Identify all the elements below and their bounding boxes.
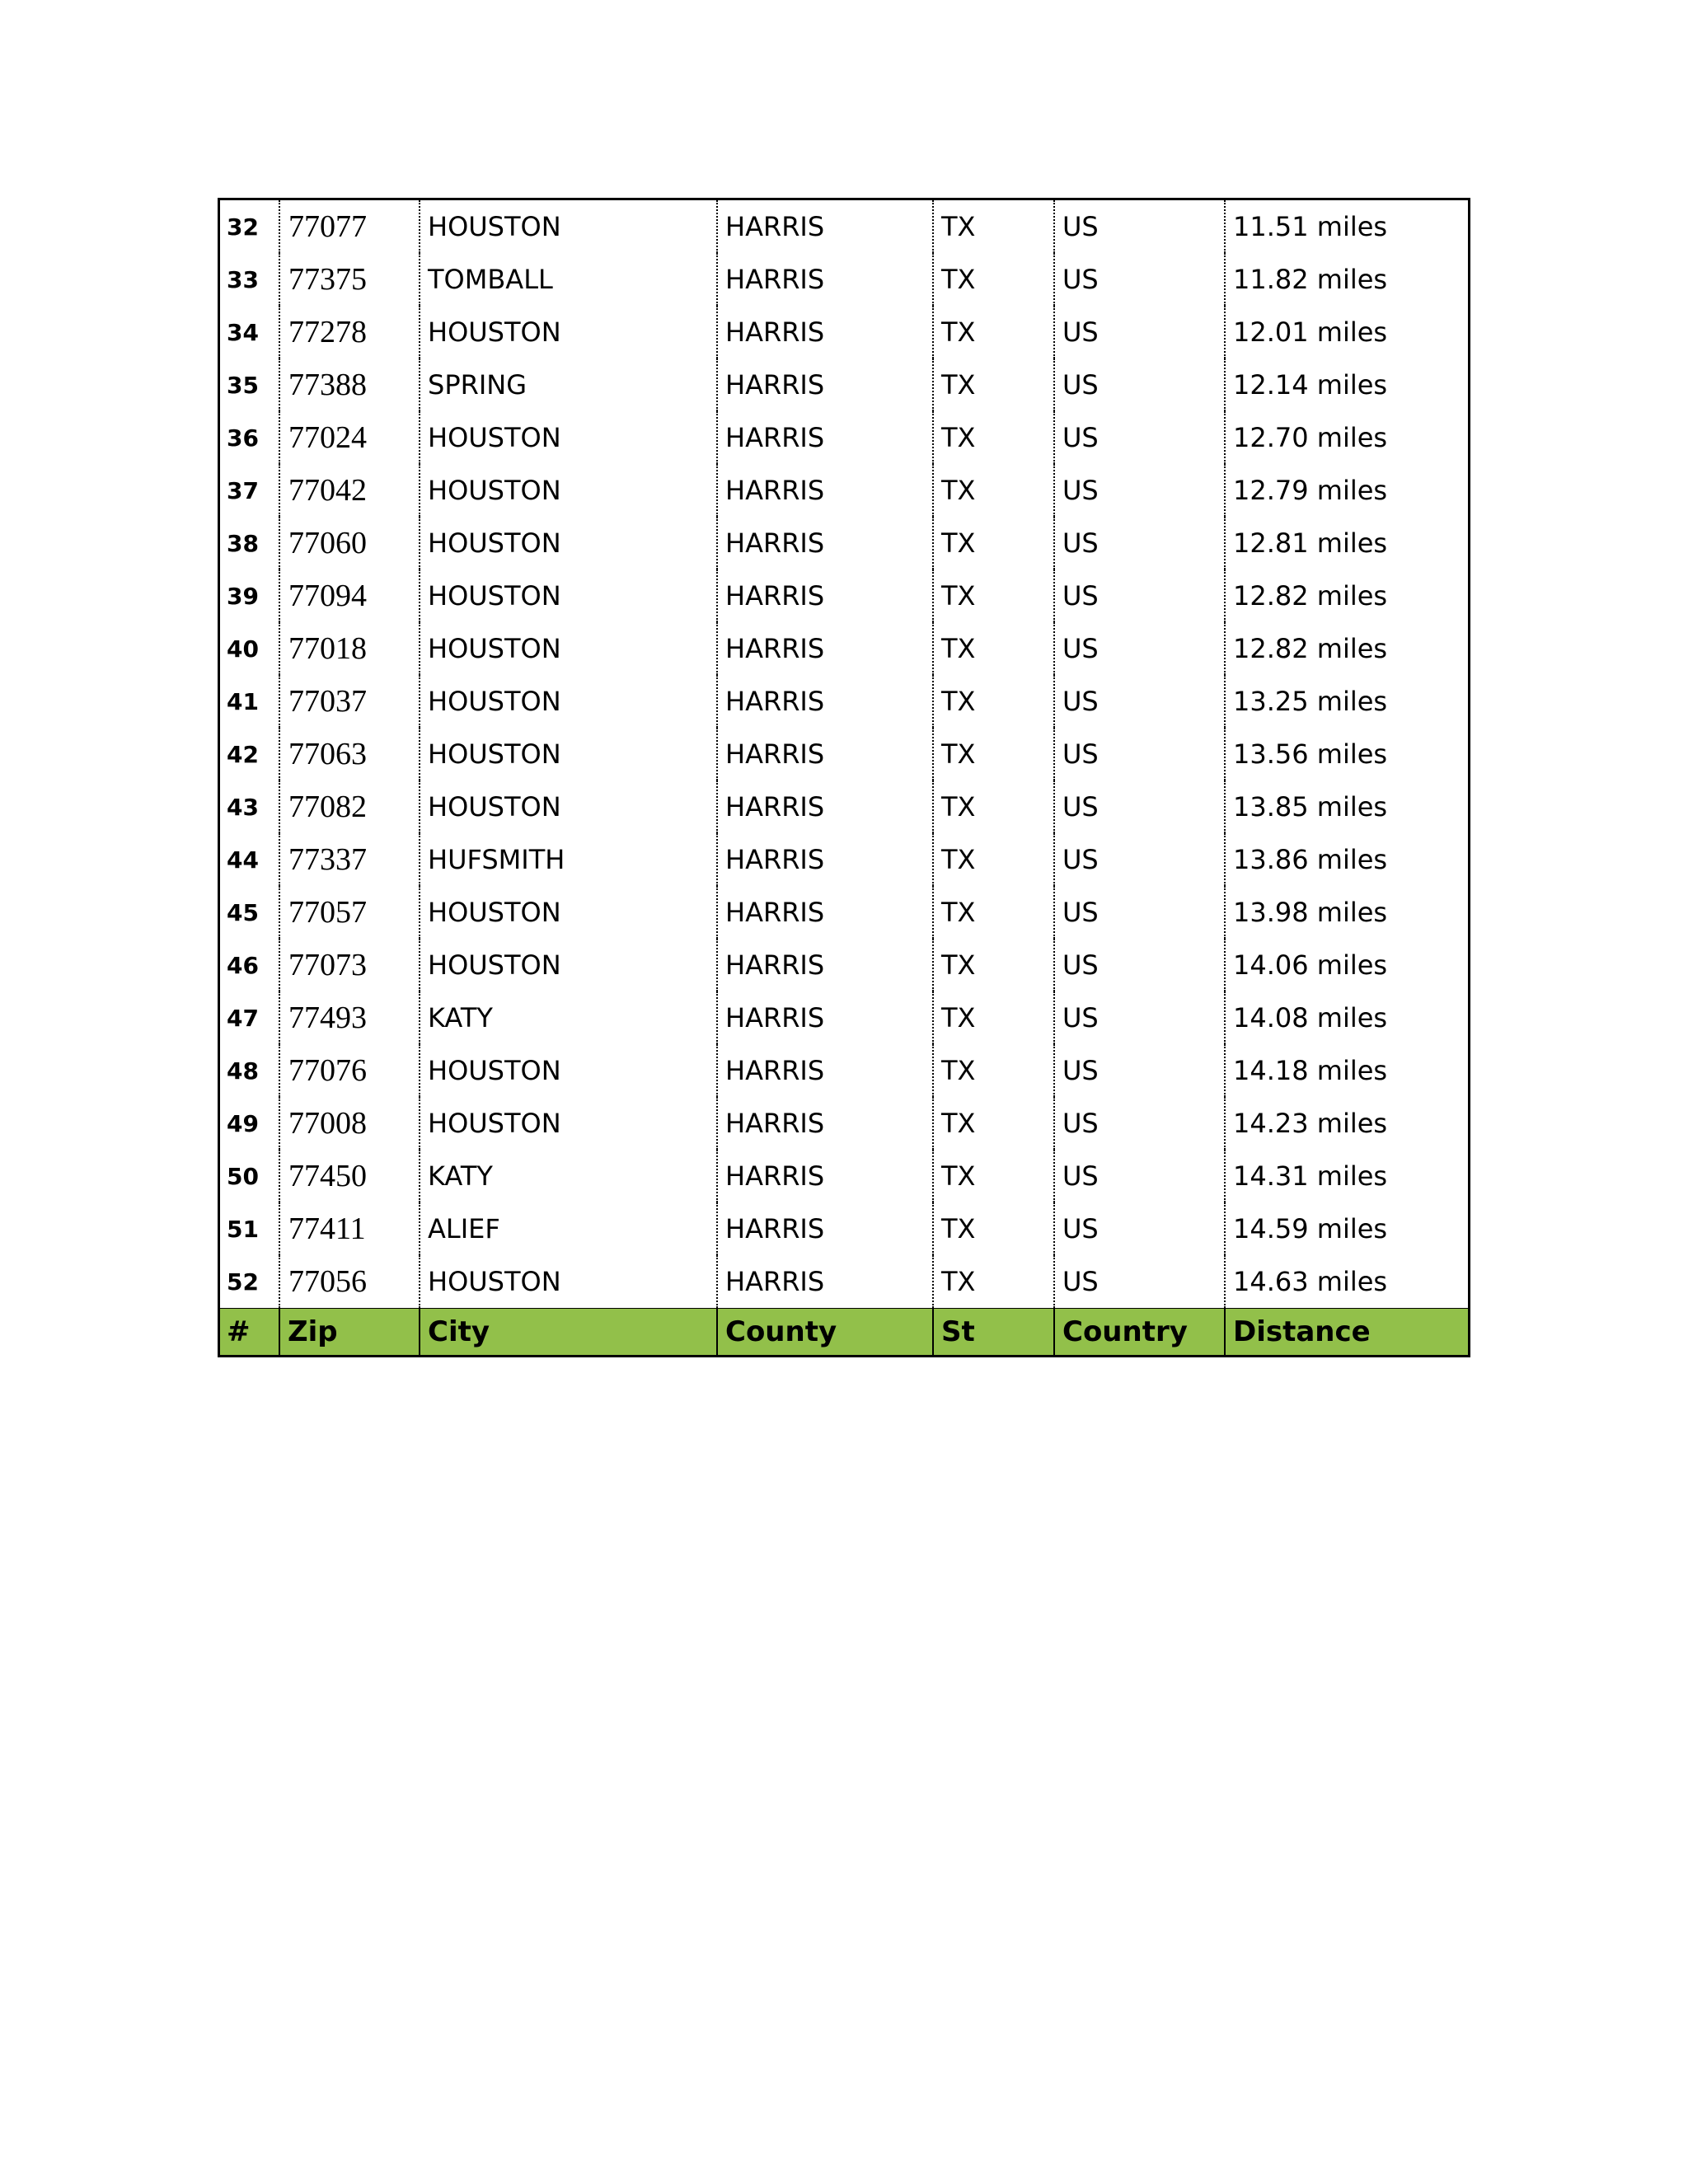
zip-cell: 77056 — [279, 1255, 420, 1309]
country-cell: US — [1054, 1044, 1225, 1097]
city-cell: TOMBALL — [420, 253, 717, 306]
state-cell: TX — [933, 1202, 1054, 1255]
zip-cell: 77094 — [279, 569, 420, 622]
city-cell: HOUSTON — [420, 200, 717, 253]
state-cell: TX — [933, 780, 1054, 833]
city-cell: HOUSTON — [420, 569, 717, 622]
city-cell: KATY — [420, 991, 717, 1044]
row-number: 36 — [227, 424, 259, 452]
county-cell: HARRIS — [717, 569, 933, 622]
county-cell: HARRIS — [717, 464, 933, 517]
city-cell: HUFSMITH — [420, 833, 717, 886]
header-county: County — [717, 1309, 933, 1356]
zip-cell: 77042 — [279, 464, 420, 517]
state-cell: TX — [933, 622, 1054, 675]
country-cell: US — [1054, 1150, 1225, 1202]
country-cell: US — [1054, 728, 1225, 780]
zip-cell: 77077 — [279, 200, 420, 253]
city-cell: HOUSTON — [420, 939, 717, 991]
city-cell: HOUSTON — [420, 675, 717, 728]
country-cell: US — [1054, 1255, 1225, 1309]
table-row — [220, 991, 1468, 1044]
county-cell: HARRIS — [717, 359, 933, 411]
zip-cell: 77008 — [279, 1097, 420, 1150]
distance-cell: 12.82 miles — [1225, 569, 1468, 622]
distance-cell: 11.82 miles — [1225, 253, 1468, 306]
distance-cell: 14.06 miles — [1225, 939, 1468, 991]
distance-cell: 13.25 miles — [1225, 675, 1468, 728]
county-cell: HARRIS — [717, 1202, 933, 1255]
table-row — [220, 1150, 1468, 1202]
row-number: 34 — [227, 318, 259, 346]
distance-cell: 12.70 miles — [1225, 411, 1468, 464]
row-number: 52 — [227, 1268, 259, 1296]
county-cell: HARRIS — [717, 991, 933, 1044]
county-cell: HARRIS — [717, 1097, 933, 1150]
distance-cell: 14.63 miles — [1225, 1255, 1468, 1309]
distance-cell: 14.08 miles — [1225, 991, 1468, 1044]
distance-cell: 11.51 miles — [1225, 200, 1468, 253]
header-city: City — [420, 1309, 717, 1356]
country-cell: US — [1054, 411, 1225, 464]
distance-cell: 14.18 miles — [1225, 1044, 1468, 1097]
county-cell: HARRIS — [717, 306, 933, 359]
row-number: 47 — [227, 1004, 259, 1032]
table-row — [220, 569, 1468, 622]
city-cell: ALIEF — [420, 1202, 717, 1255]
city-cell: HOUSTON — [420, 1255, 717, 1309]
column-header-row — [220, 1309, 1468, 1356]
zip-cell: 77018 — [279, 622, 420, 675]
zip-cell: 77388 — [279, 359, 420, 411]
zip-distance-table — [218, 198, 1470, 1357]
city-cell: HOUSTON — [420, 1044, 717, 1097]
city-cell: HOUSTON — [420, 728, 717, 780]
table-row — [220, 306, 1468, 359]
row-number: 48 — [227, 1057, 259, 1085]
state-cell: TX — [933, 1097, 1054, 1150]
zip-cell: 77024 — [279, 411, 420, 464]
table-row — [220, 622, 1468, 675]
header-zip: Zip — [279, 1309, 420, 1356]
country-cell: US — [1054, 517, 1225, 569]
distance-cell: 13.56 miles — [1225, 728, 1468, 780]
country-cell: US — [1054, 886, 1225, 939]
state-cell: TX — [933, 833, 1054, 886]
country-cell: US — [1054, 1097, 1225, 1150]
table-row — [220, 517, 1468, 569]
row-number: 42 — [227, 740, 259, 768]
table-row — [220, 1255, 1468, 1309]
distance-cell: 14.59 miles — [1225, 1202, 1468, 1255]
state-cell: TX — [933, 675, 1054, 728]
state-cell: TX — [933, 1044, 1054, 1097]
row-number: 50 — [227, 1162, 259, 1190]
county-cell: HARRIS — [717, 200, 933, 253]
zip-cell: 77037 — [279, 675, 420, 728]
row-number: 35 — [227, 371, 259, 399]
county-cell: HARRIS — [717, 886, 933, 939]
county-cell: HARRIS — [717, 622, 933, 675]
state-cell: TX — [933, 886, 1054, 939]
header-num: # — [220, 1309, 279, 1356]
state-cell: TX — [933, 1150, 1054, 1202]
table-row — [220, 411, 1468, 464]
row-number: 46 — [227, 951, 259, 979]
distance-cell: 12.14 miles — [1225, 359, 1468, 411]
city-cell: HOUSTON — [420, 517, 717, 569]
zip-cell: 77063 — [279, 728, 420, 780]
country-cell: US — [1054, 359, 1225, 411]
country-cell: US — [1054, 253, 1225, 306]
state-cell: TX — [933, 939, 1054, 991]
table-row — [220, 728, 1468, 780]
row-number: 38 — [227, 529, 259, 557]
row-number: 43 — [227, 793, 259, 821]
county-cell: HARRIS — [717, 780, 933, 833]
county-cell: HARRIS — [717, 939, 933, 991]
state-cell: TX — [933, 991, 1054, 1044]
distance-cell: 12.81 miles — [1225, 517, 1468, 569]
county-cell: HARRIS — [717, 253, 933, 306]
city-cell: HOUSTON — [420, 464, 717, 517]
row-number: 40 — [227, 635, 259, 663]
state-cell: TX — [933, 200, 1054, 253]
row-number: 33 — [227, 265, 259, 293]
country-cell: US — [1054, 464, 1225, 517]
country-cell: US — [1054, 569, 1225, 622]
state-cell: TX — [933, 359, 1054, 411]
state-cell: TX — [933, 517, 1054, 569]
country-cell: US — [1054, 780, 1225, 833]
zip-cell: 77450 — [279, 1150, 420, 1202]
zip-cell: 77082 — [279, 780, 420, 833]
row-number: 51 — [227, 1215, 259, 1243]
country-cell: US — [1054, 833, 1225, 886]
state-cell: TX — [933, 253, 1054, 306]
county-cell: HARRIS — [717, 1044, 933, 1097]
header-st: St — [933, 1309, 1054, 1356]
city-cell: HOUSTON — [420, 622, 717, 675]
county-cell: HARRIS — [717, 1255, 933, 1309]
row-number: 39 — [227, 582, 259, 610]
country-cell: US — [1054, 622, 1225, 675]
county-cell: HARRIS — [717, 833, 933, 886]
city-cell: HOUSTON — [420, 306, 717, 359]
zip-cell: 77375 — [279, 253, 420, 306]
country-cell: US — [1054, 991, 1225, 1044]
distance-cell: 14.23 miles — [1225, 1097, 1468, 1150]
table-row — [220, 886, 1468, 939]
distance-cell: 12.82 miles — [1225, 622, 1468, 675]
state-cell: TX — [933, 464, 1054, 517]
table-row — [220, 833, 1468, 886]
header-country: Country — [1054, 1309, 1225, 1356]
table-row — [220, 780, 1468, 833]
state-cell: TX — [933, 1255, 1054, 1309]
table-row — [220, 359, 1468, 411]
zip-cell: 77493 — [279, 991, 420, 1044]
state-cell: TX — [933, 306, 1054, 359]
city-cell: KATY — [420, 1150, 717, 1202]
table-row — [220, 253, 1468, 306]
zip-cell: 77411 — [279, 1202, 420, 1255]
distance-cell: 12.79 miles — [1225, 464, 1468, 517]
table-row — [220, 200, 1468, 253]
row-number: 41 — [227, 687, 259, 715]
table-row — [220, 464, 1468, 517]
country-cell: US — [1054, 306, 1225, 359]
distance-cell: 13.98 miles — [1225, 886, 1468, 939]
county-cell: HARRIS — [717, 675, 933, 728]
state-cell: TX — [933, 728, 1054, 780]
city-cell: HOUSTON — [420, 886, 717, 939]
row-number: 37 — [227, 476, 259, 504]
country-cell: US — [1054, 200, 1225, 253]
header-distance: Distance — [1225, 1309, 1468, 1356]
table-body — [220, 200, 1468, 1309]
state-cell: TX — [933, 569, 1054, 622]
distance-cell: 13.85 miles — [1225, 780, 1468, 833]
county-cell: HARRIS — [717, 1150, 933, 1202]
zip-cell: 77278 — [279, 306, 420, 359]
county-cell: HARRIS — [717, 728, 933, 780]
row-number: 44 — [227, 846, 259, 874]
table-row — [220, 1202, 1468, 1255]
table-row — [220, 675, 1468, 728]
row-number: 49 — [227, 1109, 259, 1137]
zip-cell: 77337 — [279, 833, 420, 886]
row-number: 45 — [227, 898, 259, 926]
county-cell: HARRIS — [717, 517, 933, 569]
city-cell: HOUSTON — [420, 411, 717, 464]
city-cell: HOUSTON — [420, 780, 717, 833]
distance-cell: 12.01 miles — [1225, 306, 1468, 359]
country-cell: US — [1054, 939, 1225, 991]
country-cell: US — [1054, 675, 1225, 728]
table-row — [220, 1044, 1468, 1097]
county-cell: HARRIS — [717, 411, 933, 464]
zip-cell: 77073 — [279, 939, 420, 991]
zip-cell: 77060 — [279, 517, 420, 569]
results-table — [220, 200, 1468, 1355]
zip-cell: 77076 — [279, 1044, 420, 1097]
zip-cell: 77057 — [279, 886, 420, 939]
distance-cell: 14.31 miles — [1225, 1150, 1468, 1202]
table-row — [220, 939, 1468, 991]
distance-cell: 13.86 miles — [1225, 833, 1468, 886]
table-row — [220, 1097, 1468, 1150]
city-cell: SPRING — [420, 359, 717, 411]
city-cell: HOUSTON — [420, 1097, 717, 1150]
state-cell: TX — [933, 411, 1054, 464]
row-number: 32 — [227, 213, 259, 241]
country-cell: US — [1054, 1202, 1225, 1255]
